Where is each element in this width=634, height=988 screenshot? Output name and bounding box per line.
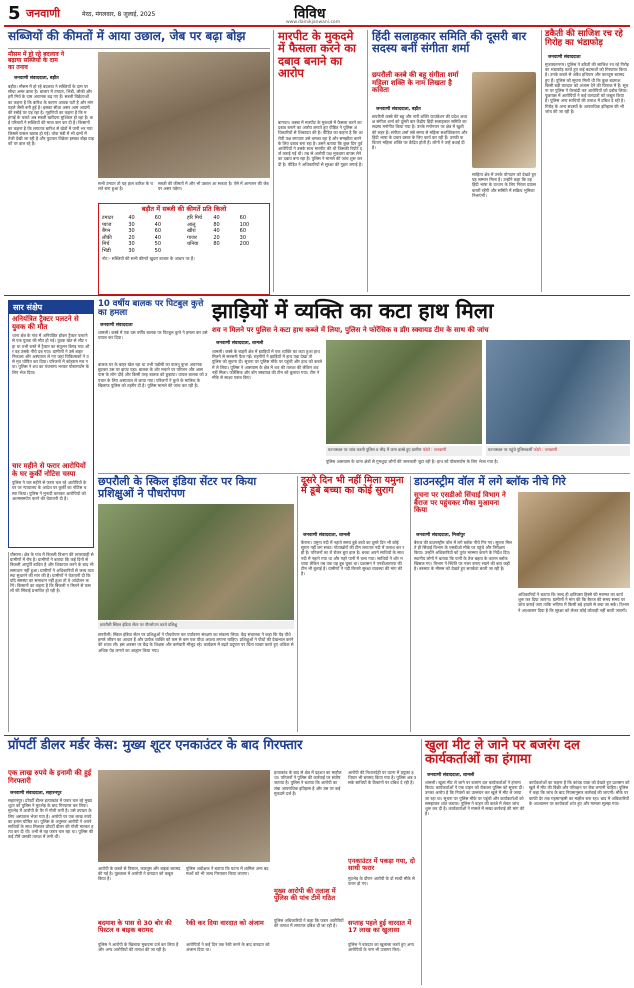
story3-headline: हिंदी सलाहकार समिति की दूसरी बार सदस्य बनीं संगीता शर्मा	[372, 29, 527, 56]
veg-price-row	[187, 215, 266, 222]
story4-body: मुजफ्फरनगर। पुलिस ने डकैती की साजिश रच रहे गिरोह का भंडाफोड़ करते हुए कई बदमाशों को गिरफ्तार किया है। उनके कब्जे से अवैध हथियार और कारतूस बरामद हुए हैं। पुलिस को सूचना मिली थी कि कुछ बदमाश किसी बड़ी वारदात को अंजाम देने की फिराक में हैं। सूचना पर पुलिस ने घेराबंदी कर आरोपियों को दबोच लिया। पूछताछ में आरोपियों ने कई वारदातों को कबूल किया है। पुलिस अन्य साथियों की तलाश में दबिश दे रही है। गिरोह के अन्य सदस्यों के आपराधिक इतिहास की भी जांच की जा रही है।	[545, 62, 629, 114]
story9-body-2: आरोपी के कब्जे से पिस्टल, कारतूस और बाइक बरामद की गई है। पूछताछ में आरोपी ने वारदात को कबूल किया है।	[98, 866, 181, 882]
veg-price-new: 200	[239, 241, 250, 248]
edition-date: मेरठ, मंगलवार, 8 जुलाई, 2025	[82, 11, 156, 18]
story9-body-7: पुलिस अधिकारियों ने कहा कि फरार आरोपियों की तलाश में लगातार दबिश दी जा रही है।	[274, 918, 344, 929]
story9-photo	[98, 770, 270, 862]
story5-body-2: बालक घर के बाहर खेल रहा था तभी पड़ोसी का पालतू कुत्ता अचानक छूटकर उस पर झपट पड़ा। बालक के शोर मचाने पर परिजन और आसपास के लोग दौड़े और किसी तरह बालक को छुड़ाया। घायल बालक को उपचार के लिए अस्पताल ले जाया गया। परिजनों ने कुत्ते के मालिक के खिलाफ पुलिस को तहरीर दी है। पुलिस मामले की जांच कर रही है।	[98, 362, 208, 388]
brand-logo: जनवाणी	[26, 7, 61, 20]
veg-price-name: भिंडी	[102, 247, 111, 254]
story2-headline: मारपीट के मुकदमे में फैसला करने का दबाव बनाने का आरोप	[278, 29, 357, 81]
veg-price-row	[102, 241, 181, 248]
lead-body-2: पुलिस आसपास के थाना क्षेत्रों से गुमशुदा लोगों की जानकारी जुटा रही है। हाथ को पोस्टमार्टम के लिए भेजा गया है।	[326, 459, 499, 464]
story5-headline: 10 वर्षीय बालक पर पिटबुल कुत्ते का हमला	[98, 299, 204, 319]
veg-price-new: 60	[239, 214, 247, 221]
page-header	[4, 3, 630, 27]
story9-body-8: आरोपी की निशानदेही पर घटना में प्रयुक्त हथियार भी बरामद किया गया है। पुलिस अब उसके साथियों के ठिकानों पर दबिश दे रही है।	[348, 770, 417, 786]
veg-price-new: 60	[239, 228, 247, 235]
veg-price-old: 30	[128, 241, 135, 248]
veg-price-new: 50	[154, 241, 162, 248]
story9-body-6: हत्याकांड के बाद से क्षेत्र में दहशत का माहौल था। परिजनों ने पुलिस की कार्रवाई पर संतोष जताया है। पुलिस ने बताया कि आरोपी का लंबा आपराधिक इतिहास है और उस पर कई मुकदमे दर्ज हैं।	[274, 770, 342, 796]
story1-headline: सब्जियों की कीमतों में आया उछाल, जेब पर बढ़ा बोझ	[8, 29, 246, 43]
story8-body-2: अधिकारियों ने बताया कि जल्द ही क्षतिग्रस्त हिस्से की मरम्मत का कार्य शुरू कर दिया जाएगा। ग्रामीणों ने मांग की कि बैराज की समय समय पर जांच कराई जाए ताकि भविष्य में किसी बड़े हादसे से बचा जा सके। विभाग ने आश्वासन दिया है कि सुरक्षा को लेकर कोई कोताही नहीं बरती जाएगी।	[518, 592, 630, 613]
veg-price-old: 20	[213, 234, 220, 241]
veg-price-old: 30	[128, 247, 135, 254]
veg-price-old: 40	[213, 228, 220, 235]
story10-body: शामली। खुला मीट ले जाने पर बजरंग दल कार्यकर्ताओं ने हंगामा किया। कार्यकर्ताओं ने एक वाहन को रोककर पुलिस को सूचना दी। उनका आरोप है कि नियमों का उल्लंघन कर खुले में मीट ले जाया जा रहा था। सूचना पर पुलिस मौके पर पहुंची और कार्यकर्ताओं को समझाकर शांत कराया। पुलिस ने वाहन को कब्जे में लेकर जांच शुरू कर दी है। कार्यकर्ताओं ने मामले में सख्त कार्रवाई की मांग की है।	[425, 780, 525, 817]
veg-price-name: टमाटर	[102, 214, 114, 221]
story6-photo	[98, 504, 294, 620]
veg-price-old: 30	[128, 228, 135, 235]
veg-price-row	[187, 241, 266, 248]
story3-byline: जनवाणी संवाददाता, बड़ौत	[376, 107, 421, 112]
veg-table-title: बड़ौत में सब्जी की कीमतें प्रति किलो	[141, 205, 227, 213]
lead-caption-2: घटनास्थल पर पहुंचे पुलिसकर्मी फोटो : जनवाणी	[486, 446, 630, 456]
veg-price-new: 60	[154, 228, 162, 235]
story8-byline: जनवाणी संवाददाता, मिर्जापुर	[416, 533, 465, 538]
story9-body-10: पुलिस ने वारदात का खुलासा करते हुए अन्य आरोपियों के नाम भी उजागर किए।	[348, 942, 414, 953]
veg-price-name: खीरा	[187, 228, 196, 235]
veg-price-new: 40	[154, 221, 162, 228]
veg-price-name: बैंगन	[102, 228, 111, 235]
story9-headline: प्रॉपर्टी डीलर मर्डर केस: मुख्य शूटर एनकाउंटर के बाद गिरफ्तार	[8, 738, 303, 753]
veg-price-new: 30	[239, 234, 247, 241]
brief-item2-body: पुलिस ने चार महीने से फरार चल रहे आरोपियों के घर पर न्यायालय के आदेश पर कुर्की का नोटिस चस्पा किया। पुलिस ने मुनादी कराकर आरोपियों को आत्मसमर्पण करने की चेतावनी दी है।	[12, 480, 87, 501]
story9-body: सहारनपुर। प्रॉपर्टी डीलर हत्याकांड में फरार चल रहे मुख्य शूटर को पुलिस ने मुठभेड़ के बाद गिरफ्तार कर लिया। मुठभेड़ में आरोपी के पैर में गोली लगी है। उसे उपचार के लिए अस्पताल भेजा गया है। आरोपी पर एक लाख रुपये का इनाम घोषित था। पुलिस के अनुसार आरोपी ने अपने साथियों के साथ मिलकर प्रॉपर्टी डीलर की गोली मारकर हत्या कर दी थी। तभी से वह फरार चल रहा था। पुलिस की कई टीमें उसकी तलाश में लगी थीं।	[8, 798, 94, 840]
story9-sub6: रेकी कर दिया वारदात को अंजाम	[186, 919, 264, 927]
story6-caption: छपरौली स्किल इंडिया सेंटर पर पौधरोपण करते प्रशिक्षु	[98, 621, 294, 629]
story1-body-3: सब्जी की कीमतों में और भी उछाल आ सकता है। ऐसे में आमजन की जेब पर असर पड़ेगा।	[158, 181, 269, 192]
story9-sub4: एनकाउंटर में पकड़ा गया, दो साथी फरार	[348, 857, 415, 873]
story9-body-4: पुलिस अधीक्षक ने बताया कि घटना में शामिल अन्य बदमाशों को भी जल्द गिरफ्तार किया जाएगा।	[186, 866, 269, 877]
story1-body-2: सभी टमाटर तो यह हाल बारिश के चलते बना हुआ है।	[98, 181, 153, 192]
brief-title: सार संक्षेप	[9, 301, 93, 314]
story9-body-5: आरोपियों ने कई दिन तक रेकी करने के बाद वारदात को अंजाम दिया था।	[186, 942, 270, 953]
veg-price-name: आलू	[187, 221, 196, 228]
lead-caption-1: घटनास्थल पर जांच करती पुलिस व भीड़ में जमा कस्बे हुए ग्रामीण फोटो : जनवाणी	[326, 446, 482, 456]
veg-price-name: प्याज	[102, 221, 112, 228]
story7-byline: जनवाणी संवाददाता, शामली	[303, 533, 351, 538]
story3-body-2: साहित्य क्षेत्र में उनके योगदान को देखते हुए यह सम्मान मिला है। उन्होंने कहा कि वह हिंदी भाषा के उत्थान के लिए निरंतर प्रयास करती रहेंगी और समिति में सक्रिय भूमिका निभाएंगी।	[472, 172, 537, 198]
website-link[interactable]: www.dainikjanwani.com	[286, 20, 341, 25]
story9-sub3: मुख्य आरोपी की तलाश में पुलिस की पांच टीमें गठित	[274, 887, 336, 903]
veg-price-row	[187, 228, 266, 235]
story9-sub5: सप्ताह पहले हुई वारदात में 17 लाख का खुलासा	[348, 919, 412, 935]
story3-portrait	[472, 72, 536, 168]
veg-price-old: 20	[128, 234, 135, 241]
veg-price-row	[102, 215, 181, 222]
lead-subhead: शव न मिलने पर पुलिस ने कटा हाथ कब्जे में लिया, पुलिस ने फोरेंसिक व डॉग स्क्वायड टीम के साथ की जांच	[212, 326, 489, 334]
story6-headline: छपरौली के स्किल इंडिया सेंटर पर किया प्रशिक्षुओं ने पौधरोपण	[98, 475, 257, 500]
section-title: विविध	[294, 6, 326, 22]
lead-headline: झाड़ियों में व्यक्ति का कटा हाथ मिला	[212, 299, 494, 323]
story9-byline: जनवाणी संवाददाता, सहारनपुर	[10, 791, 62, 796]
veg-price-new: 100	[239, 221, 250, 228]
story10-headline: खुला मीट ले जाने पर बजरंग दल कार्यकर्ताओं का हंगामा	[425, 738, 580, 768]
story1-photo	[98, 52, 270, 178]
story8-subhead: सूचना पर एसडीओ सिंचाई विभाग ने बैराज पर पहुंचकर मौका मुआयना किया	[414, 491, 506, 515]
veg-price-name: लौकी	[102, 234, 112, 241]
story10-body-2: कार्यकर्ताओं का कहना है कि कांवड़ यात्रा को देखते हुए प्रशासन को खुले में मीट की बिक्री और परिवहन पर रोक लगानी चाहिए। पुलिस ने कहा कि जांच के बाद नियमानुसार कार्रवाई की जाएगी। मौके पर काफी देर तक गहमागहमी का माहौल बना रहा। बाद में अधिकारियों के आश्वासन पर कार्यकर्ता शांत हुए और मामला सुलझ गया।	[529, 780, 630, 806]
story3-body: छपरौली कस्बे की बहू और नारी शक्ति फाउंडेशन की प्रदेश अध्यक्ष संगीता शर्मा को दूसरी बार केंद्रीय हिंदी सलाहकार समिति का सदस्य मनोनीत किया गया है। उनके मनोनयन पर क्षेत्र में खुशी की लहर है। संगीता शर्मा लंबे समय से महिला सशक्तिकरण और हिंदी भाषा के प्रचार प्रसार के लिए कार्य कर रही हैं। उनकी कविताएं महिला शक्ति पर केंद्रित होती हैं। लोगों ने उन्हें बधाई दी है।	[372, 114, 468, 151]
story4-byline: जनवाणी संवाददाता	[548, 55, 581, 60]
veg-price-name: हरि मिर्च	[187, 214, 203, 221]
story7-body: कैराना। यमुना नदी में नहाते समय डूबे बच्चे का दूसरे दिन भी कोई सुराग नहीं लग सका। गोताखोरों की टीम लगातार नदी में तलाश कर रही है। परिजनों का रो रोकर बुरा हाल है। बच्चा अपने साथियों के साथ नदी में नहाने गया था और गहरे पानी में चला गया। साथियों ने शोर मचाया लेकिन तब तक वह डूब चुका था। प्रशासन ने एनडीआरएफ की टीम भी बुलाई है। ग्रामीणों ने नदी किनारे सुरक्षा व्यवस्था की मांग की है।	[301, 540, 405, 577]
story7-headline: दूसरे दिन भी नहीं मिला यमुना में डूबे बच्चा का कोई सुराग	[301, 475, 404, 497]
page-number: 5	[8, 3, 21, 24]
veg-price-name: गाजर	[187, 234, 197, 241]
brief-item1-body: थाना क्षेत्र के गांव में अनियंत्रित होकर ट्रैक्टर पलटने से एक युवक की मौत हो गई। युवक खेत से लौट रहा था तभी रास्ते में ट्रैक्टर का संतुलन बिगड़ गया और वह उसके नीचे दब गया। ग्रामीणों ने उसे बाहर निकाला और अस्पताल ले गए जहां चिकित्सकों ने उसे मृत घोषित कर दिया। परिजनों में कोहराम मच गया। पुलिस ने शव का पंचनामा भरकर पोस्टमार्टम के लिए भेज दिया।	[12, 333, 90, 375]
veg-price-row	[187, 235, 266, 242]
story4-headline: डकैती की साजिश रच रहे गिरोह का भंडाफोड़	[545, 29, 623, 49]
veg-price-name: धनिया	[187, 241, 199, 248]
veg-price-table	[98, 203, 270, 295]
story5-byline: जनवाणी संवाददाता	[100, 323, 133, 328]
story1-kicker: मौसम में हो रहे बदलाव ने बढ़ाया सब्जियों के दाम का तनाव	[8, 51, 65, 71]
brief-box	[8, 300, 94, 548]
veg-price-row	[102, 222, 181, 229]
veg-price-row	[102, 228, 181, 235]
veg-price-row	[102, 235, 181, 242]
veg-price-name: मिर्च	[102, 241, 110, 248]
story3-subhead: छपरौली कस्बे की बहू संगीता शर्मा महिला शक्ति के नाम लिखता है कविता	[372, 71, 459, 95]
veg-price-old: 40	[128, 214, 135, 221]
story9-sub2: बदमाश के पास से 30 बोर की पिस्टल व बाइक बरामद	[98, 919, 172, 935]
lead-body: शामली। कस्बे के बाहरी क्षेत्र में झाड़ियों में एक व्यक्ति का कटा हुआ हाथ मिलने से सनसनी फैल गई। राहगीरों ने झाड़ियों में हाथ पड़ा देखा तो पुलिस को सूचना दी। सूचना पर पुलिस मौके पर पहुंची और हाथ को कब्जे में ले लिया। पुलिस ने आसपास के क्षेत्र में शव की तलाश की लेकिन शव नहीं मिला। फोरेंसिक और डॉग स्क्वायड की टीम को बुलाया गया। टीम ने मौके से साक्ष्य एकत्र किए।	[212, 349, 322, 381]
veg-table-right	[187, 215, 266, 255]
lead-photo-2	[486, 340, 630, 444]
lead-byline: जनवाणी संवाददाता, शामली	[216, 341, 264, 346]
story9-body-3: पुलिस ने आरोपी के खिलाफ मुकदमा दर्ज कर लिया है और अन्य आरोपियों की तलाश की जा रही है।	[98, 942, 179, 953]
veg-price-row	[102, 248, 181, 255]
story6-body: छपरौली। स्किल इंडिया सेंटर पर प्रशिक्षुओं ने पौधरोपण कर पर्यावरण संरक्षण का संकल्प लिया। केंद्र संचालक ने कहा कि पेड़ पौधे हमारे जीवन का आधार हैं और प्रत्येक व्यक्ति को कम से कम एक पौधा अवश्य लगाना चाहिए। प्रशिक्षुओं ने पौधों की देखभाल करने की शपथ ली। इस अवसर पर केंद्र के शिक्षक और कर्मचारी मौजूद रहे। कार्यक्रम में बढ़ते प्रदूषण पर चिंता व्यक्त करते हुए अधिक से अधिक पेड़ लगाने का आह्वान किया गया।	[98, 632, 294, 653]
story8-body: बैराज की डाउनस्ट्रीम वॉल में लगे ब्लॉक नीचे गिर गए। सूचना मिलते ही सिंचाई विभाग के एसडीओ मौके पर पहुंचे और निरीक्षण किया। उन्होंने अधिकारियों को तुरंत मरम्मत कराने के निर्देश दिए। स्थानीय लोगों ने बताया कि पानी के तेज बहाव के कारण ब्लॉक खिसक गए। विभाग ने स्थिति पर नजर बनाए रखने की बात कही है। बरसात के मौसम को देखते हुए सतर्कता बरती जा रही है।	[414, 540, 512, 572]
lead-photo-1	[326, 340, 482, 444]
brief-item2-headline: चार महीने से फरार आरोपियों के घर कुर्की नोटिस चस्पा	[12, 462, 86, 478]
story9-sub1: एक लाख रुपये के इनामी की हुई गिरफ्तारी	[8, 769, 92, 785]
brief-item3-body: चौसाना। क्षेत्र के गांव में बिजली विभाग की लापरवाही से ग्रामीणों में रोष है। ग्रामीणों ने बताया कि कई दिनों से बिजली आपूर्ति बाधित है और शिकायत करने के बाद भी समाधान नहीं हुआ। ग्रामीणों ने अधिकारियों से जल्द व्यवस्था सुधारने की मांग की है। ग्रामीणों ने चेतावनी दी कि यदि समस्या का समाधान नहीं हुआ तो वे आंदोलन करेंगे। किसानों का कहना है कि बिजली न मिलने से फसलों की सिंचाई प्रभावित हो रही है।	[10, 552, 94, 594]
story1-body: बड़ौत। मौसम में हो रहे बदलाव ने सब्जियों के दाम पर सीधा असर डाला है। बाजार में टमाटर, भिंडी, लौकी और हरी मिर्च के दाम अचानक बढ़ गए हैं। सब्जी विक्रेताओं का कहना है कि बारिश के कारण आवक घटी है और मांग पहले जैसी बनी हुई है। इसका सीधा असर आम आदमी की रसोई पर पड़ रहा है। गृहणियों का कहना है कि महंगाई के चलते अब सब्जी खरीदना मुश्किल हो रहा है। कई परिवारों ने सब्जियों की मात्रा कम कर दी है। किसानों का कहना है कि लगातार बारिश से खेतों में पानी भर गया जिससे फसल खराब हो गई। थोक मंडी में भी दामों में तेजी देखी जा रही है और फुटकर विक्रेता इसका बोझ ग्राहकों पर डाल रहे हैं।	[8, 84, 94, 147]
veg-price-new: 60	[154, 214, 162, 221]
story8-photo	[518, 492, 630, 588]
veg-table-note: नोट:- सब्जियों की सभी कीमतें खुदरा बाजार के आधार पर हैं।	[102, 256, 195, 262]
story9-body-9: मुठभेड़ के दौरान आरोपी के दो साथी मौके से फरार हो गए।	[348, 876, 415, 887]
story8-headline: डाउनस्ट्रीम वॉल में लगे ब्लॉक नीचे गिरे	[414, 475, 566, 488]
veg-price-old: 30	[128, 221, 135, 228]
veg-price-new: 50	[154, 247, 162, 254]
veg-price-row	[187, 222, 266, 229]
story1-byline: जनवाणी संवाददाता, बड़ौत	[14, 76, 59, 81]
veg-price-old: 80	[213, 221, 220, 228]
veg-price-new: 40	[154, 234, 162, 241]
story10-byline: जनवाणी संवाददाता, शामली	[427, 773, 475, 778]
veg-price-old: 40	[213, 214, 220, 221]
brief-item1-headline: अनियंत्रित ट्रैक्टर पलटने से युवक की मौत	[12, 315, 79, 331]
veg-price-old: 80	[213, 241, 220, 248]
veg-table-left	[102, 215, 181, 255]
story5-body: शामली। कस्बे में एक दस वर्षीय बालक पर पिटबुल कुत्ते ने हमला कर उसे घायल कर दिया।	[98, 330, 208, 341]
story2-body: बागपत। कस्बा में मारपीट के मुकदमे में फैसला करने का दबाव बनाने का आरोप लगाते हुए पीड़ित ने पुलिस अधिकारियों से शिकायत की है। पीड़ित का कहना है कि आरोपी पक्ष लगातार उसे धमका रहा है और समझौता करने के लिए दबाव बना रहा है। उसने बताया कि कुछ दिन पूर्व आरोपियों ने उसके साथ मारपीट की थी जिसकी रिपोर्ट दर्ज कराई गई थी। तब से आरोपी पक्ष मुकदमा वापस लेने का दबाव बना रहा है। पुलिस ने मामले की जांच शुरू कर दी है। पीड़ित ने अधिकारियों से सुरक्षा की गुहार लगाई है।	[278, 120, 363, 167]
